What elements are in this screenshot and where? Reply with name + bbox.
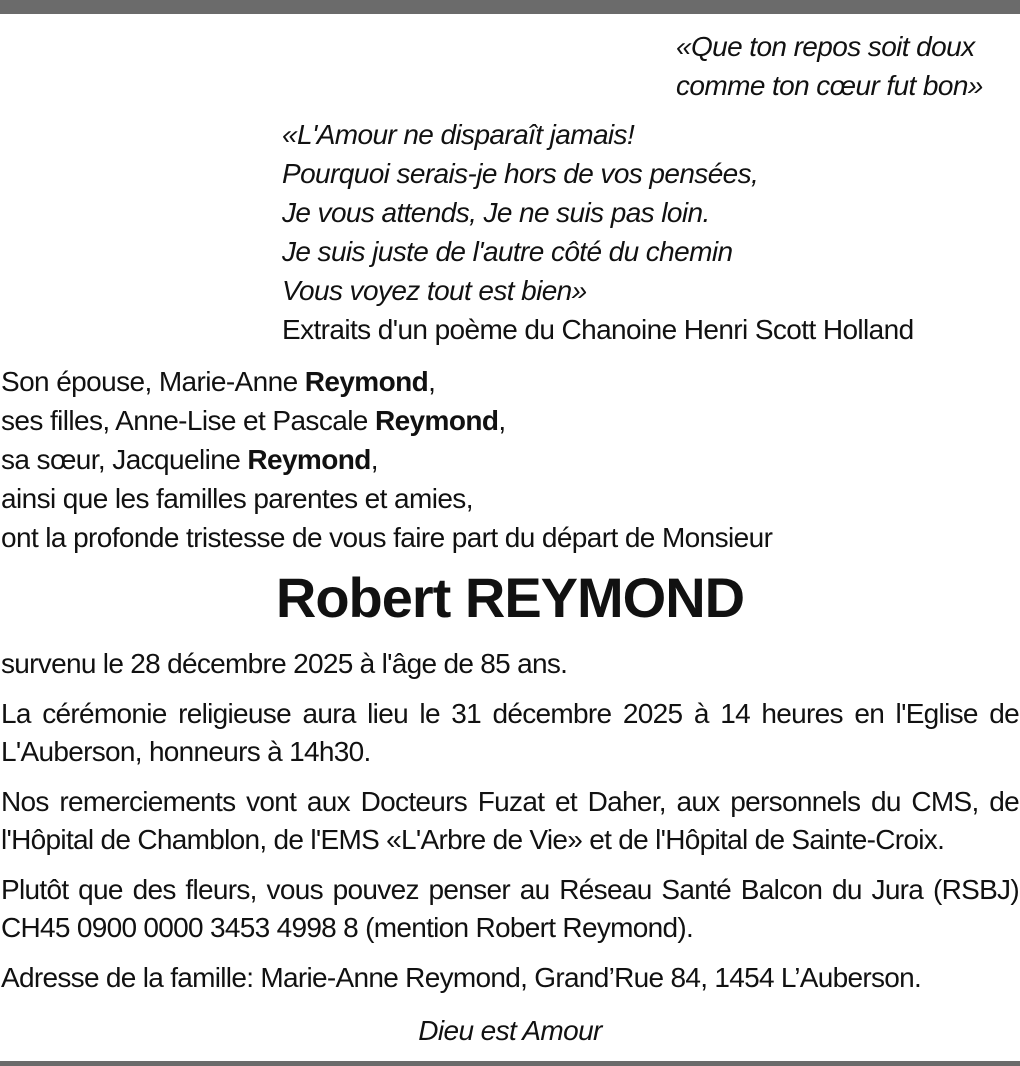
family-member-name: Son épouse, Marie-Anne bbox=[1, 366, 305, 397]
poem-line: Pourquoi serais-je hors de vos pensées, bbox=[282, 158, 759, 189]
poem-line: Vous voyez tout est bien» bbox=[282, 275, 587, 306]
family-member-line bbox=[1, 440, 772, 479]
ceremony-text: La cérémonie religieuse aura lieu le 31 décembre 2025 à 14 heures en l'Eglise de L'Auberson, honneurs à 14h30. bbox=[1, 698, 1019, 767]
top-divider bbox=[0, 0, 1020, 14]
poem-line: Je vous attends, Je ne suis pas loin. bbox=[282, 197, 710, 228]
punctuation: , bbox=[498, 405, 506, 436]
poem-excerpt bbox=[282, 115, 914, 349]
family-member-line bbox=[1, 362, 772, 401]
donation-text: Plutôt que des fleurs, vous pouvez penser au Réseau Santé Balcon du Jura (RSBJ) CH45 0900 0000 3453 4998 8 (mention Robert Reymond). bbox=[1, 874, 1019, 943]
passing-date-text: survenu le 28 décembre 2025 à l'âge de 85 ans. bbox=[1, 648, 568, 679]
family-announcement bbox=[1, 362, 772, 557]
punctuation: , bbox=[428, 366, 436, 397]
family-member-name: sa sœur, Jacqueline bbox=[1, 444, 248, 475]
deceased-name: Robert REYMOND bbox=[275, 566, 745, 629]
poem-line: Je suis juste de l'autre côté du chemin bbox=[282, 236, 733, 267]
epigraph-quote bbox=[676, 27, 983, 105]
poem-line: «L'Amour ne disparaît jamais! bbox=[282, 119, 635, 150]
family-surname: Reymond bbox=[247, 444, 371, 475]
family-surname: Reymond bbox=[304, 366, 429, 397]
family-surname: Reymond bbox=[374, 405, 499, 436]
poem-attribution: Extraits d'un poème du Chanoine Henri Scott Holland bbox=[282, 314, 914, 345]
family-address-text: Adresse de la famille: Marie-Anne Reymond, Grand’Rue 84, 1454 L’Auberson. bbox=[1, 962, 922, 993]
obituary-details bbox=[1, 645, 1019, 1009]
epigraph-line: comme ton cœur fut bon» bbox=[676, 70, 983, 101]
punctuation: , bbox=[370, 444, 378, 475]
bottom-divider bbox=[0, 1061, 1020, 1066]
family-member-line bbox=[1, 401, 772, 440]
thanks-text: Nos remerciements vont aux Docteurs Fuzat et Daher, aux personnels du CMS, de l'Hôpital de Chamblon, de l'EMS «L'Arbre de Vie» et de l'Hôpital de Sainte-Croix. bbox=[1, 786, 1019, 855]
family-member-name: ses filles, Anne-Lise et Pascale bbox=[1, 405, 375, 436]
epigraph-line: «Que ton repos soit doux bbox=[676, 31, 975, 62]
closing-phrase: Dieu est Amour bbox=[418, 1015, 602, 1046]
announcement-line: ont la profonde tristesse de vous faire part du départ de Monsieur bbox=[1, 522, 773, 553]
family-others-line: ainsi que les familles parentes et amies, bbox=[1, 483, 473, 514]
